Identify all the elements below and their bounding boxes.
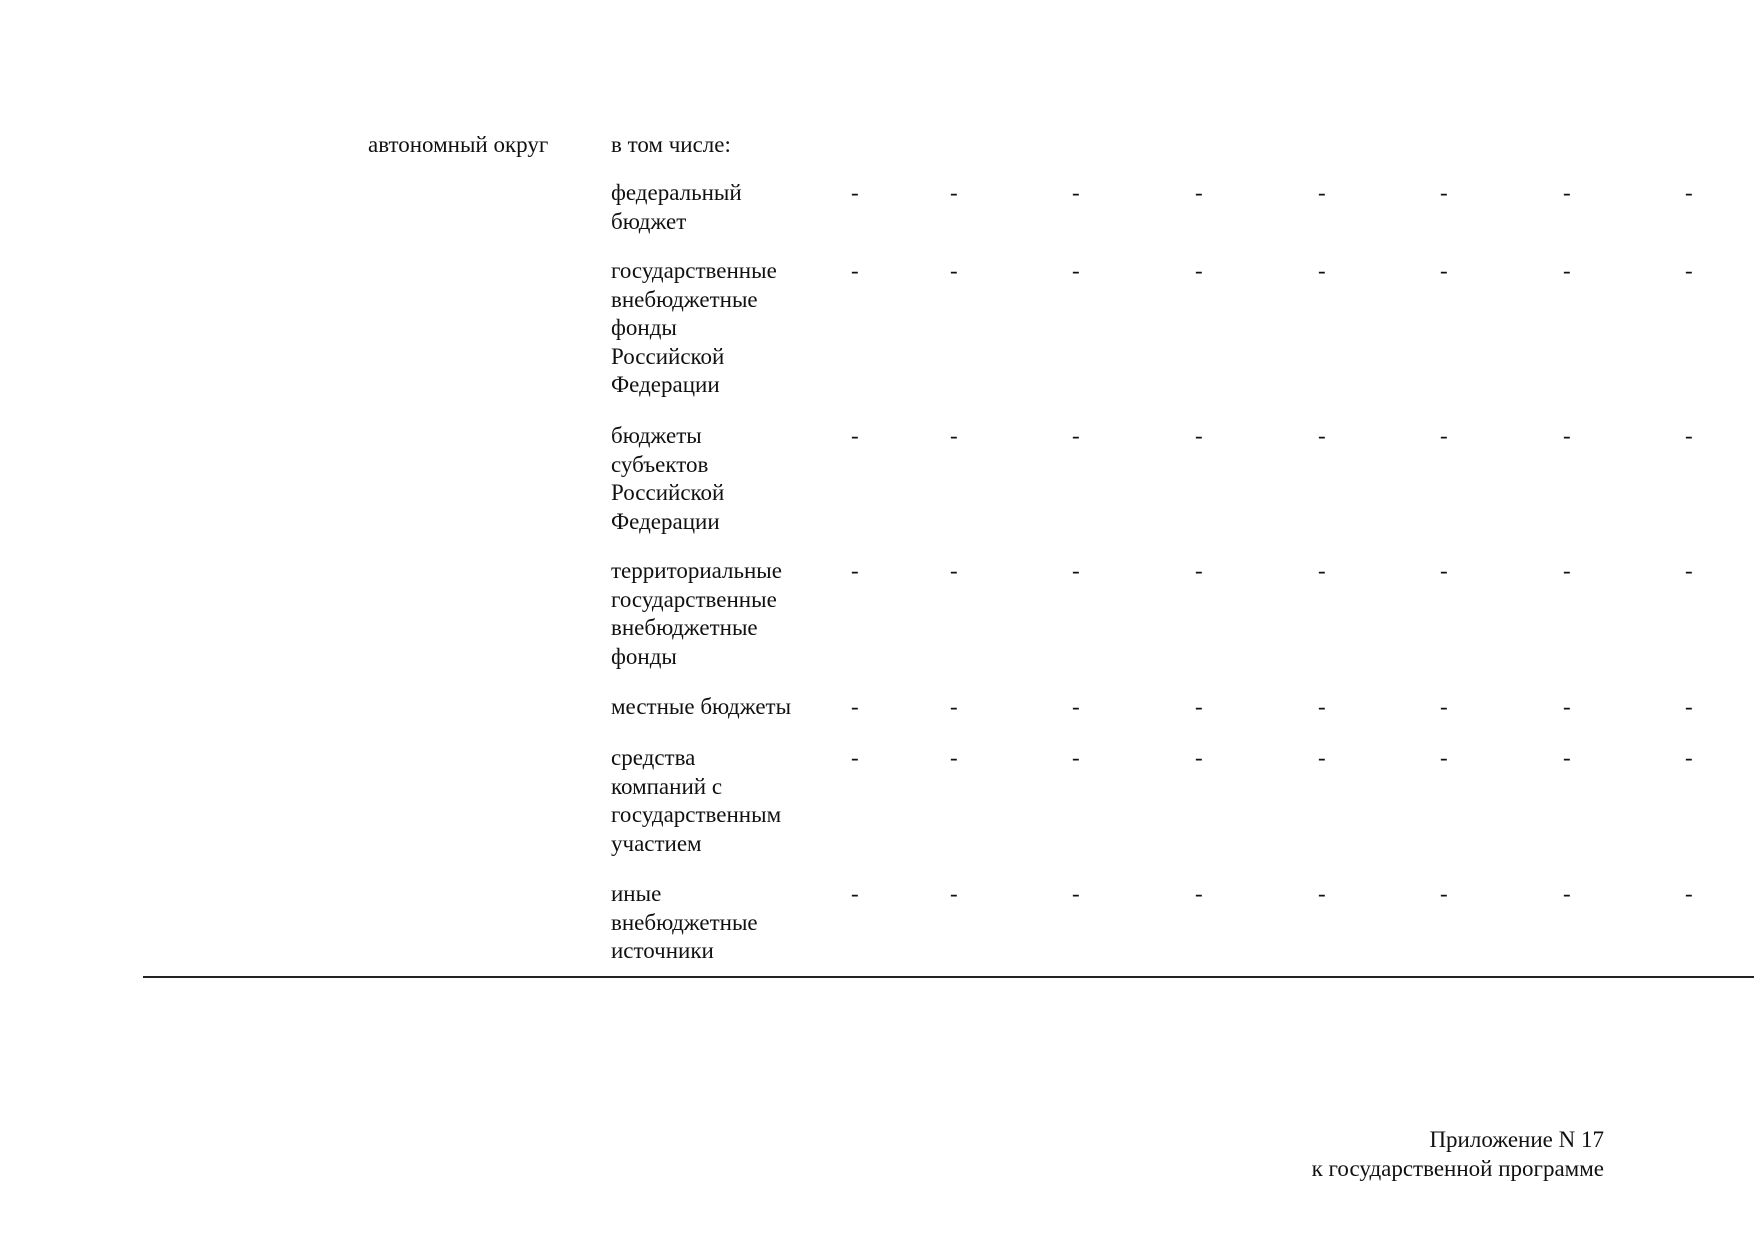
- table-cell-value: -: [950, 258, 958, 283]
- table-cell-value: -: [1685, 881, 1693, 906]
- funding-source-label: [611, 257, 777, 400]
- table-cell-value: -: [1440, 180, 1448, 205]
- table-cell-value: -: [1318, 258, 1326, 283]
- table-cell-value: -: [950, 180, 958, 205]
- table-cell-value: -: [1563, 745, 1571, 770]
- funding-source-label: [611, 880, 758, 966]
- label-line: Российской: [611, 343, 725, 369]
- table-cell-value: -: [1685, 258, 1693, 283]
- label-line: фонды: [611, 643, 677, 669]
- table-cell-value: -: [1685, 423, 1693, 448]
- funding-source-label: [611, 179, 742, 236]
- table-cell-value: -: [1195, 694, 1203, 719]
- table-cell-value: -: [1072, 745, 1080, 770]
- table-cell-value: -: [1440, 694, 1448, 719]
- table-cell-value: -: [1563, 423, 1571, 448]
- label-line: внебюджетные: [611, 286, 758, 312]
- table-cell-value: -: [1440, 558, 1448, 583]
- label-line: государственные: [611, 258, 777, 283]
- table-cell-value: -: [851, 258, 859, 283]
- table-cell-value: -: [1685, 694, 1693, 719]
- table-cell-value: -: [1440, 881, 1448, 906]
- table-cell-value: -: [1563, 881, 1571, 906]
- table-cell-value: -: [1318, 423, 1326, 448]
- table-cell-value: -: [1318, 694, 1326, 719]
- table-cell-value: -: [950, 558, 958, 583]
- label-line: источники: [611, 938, 714, 964]
- table-cell-value: -: [1685, 180, 1693, 205]
- table-cell-value: -: [1685, 745, 1693, 770]
- label-line: иные: [611, 881, 662, 906]
- appendix-number: Приложение N 17: [1429, 1127, 1604, 1152]
- table-cell-value: -: [851, 745, 859, 770]
- table-cell-value: -: [1195, 258, 1203, 283]
- table-cell-value: -: [950, 745, 958, 770]
- table-cell-value: -: [1195, 558, 1203, 583]
- label-line: бюджеты: [611, 423, 702, 448]
- funding-source-label: [611, 744, 781, 858]
- table-cell-value: -: [1440, 258, 1448, 283]
- table-cell-value: -: [851, 881, 859, 906]
- table-cell-value: -: [1072, 423, 1080, 448]
- funding-source-label: [611, 693, 791, 722]
- label-line: субъектов: [611, 451, 709, 477]
- table-cell-value: -: [851, 180, 859, 205]
- table-cell-value: -: [851, 558, 859, 583]
- table-cell-value: -: [950, 881, 958, 906]
- table-cell-value: -: [1072, 258, 1080, 283]
- table-cell-value: -: [1195, 180, 1203, 205]
- label-line: Российской: [611, 480, 725, 506]
- label-line: фонды: [611, 315, 677, 341]
- table-cell-value: -: [1440, 423, 1448, 448]
- label-line: внебюджетные: [611, 909, 758, 935]
- table-cell-value: -: [1195, 881, 1203, 906]
- label-line: бюджет: [611, 208, 687, 234]
- table-cell-value: -: [1685, 558, 1693, 583]
- table-cell-value: -: [1072, 180, 1080, 205]
- table-cell-value: -: [1563, 694, 1571, 719]
- table-cell-value: -: [1563, 180, 1571, 205]
- funding-source-label: [611, 422, 724, 536]
- table-cell-value: -: [1440, 745, 1448, 770]
- table-cell-value: -: [1563, 558, 1571, 583]
- label-line: федеральный: [611, 180, 742, 205]
- table-cell-value: -: [1318, 180, 1326, 205]
- table-cell-value: -: [1195, 423, 1203, 448]
- table-cell-value: -: [950, 694, 958, 719]
- funding-source-label: [611, 557, 782, 671]
- table-bottom-rule: [143, 976, 1754, 978]
- table-cell-value: -: [1563, 258, 1571, 283]
- region-label: автономный округ: [368, 132, 549, 157]
- table-cell-value: -: [1318, 558, 1326, 583]
- table-cell-value: -: [1195, 745, 1203, 770]
- table-cell-value: -: [1318, 745, 1326, 770]
- label-line: местные бюджеты: [611, 694, 792, 719]
- table-cell-value: -: [851, 694, 859, 719]
- label-line: государственным: [611, 802, 782, 828]
- table-cell-value: -: [851, 423, 859, 448]
- label-line: Федерации: [611, 508, 720, 534]
- table-cell-value: -: [1072, 558, 1080, 583]
- appendix-subtitle: к государственной программе: [1311, 1156, 1604, 1181]
- label-line: государственные: [611, 586, 777, 612]
- label-line: Федерации: [611, 372, 720, 398]
- label-line: территориальные: [611, 558, 782, 583]
- label-line: компаний с: [611, 773, 723, 799]
- appendix-caption: [1312, 1125, 1604, 1183]
- table-cell-value: -: [950, 423, 958, 448]
- sources-header: в том числе:: [611, 132, 731, 157]
- label-line: внебюджетные: [611, 615, 758, 641]
- table-cell-value: -: [1072, 881, 1080, 906]
- table-cell-value: -: [1072, 694, 1080, 719]
- label-line: средства: [611, 745, 696, 770]
- label-line: участием: [611, 830, 702, 856]
- table-cell-value: -: [1318, 881, 1326, 906]
